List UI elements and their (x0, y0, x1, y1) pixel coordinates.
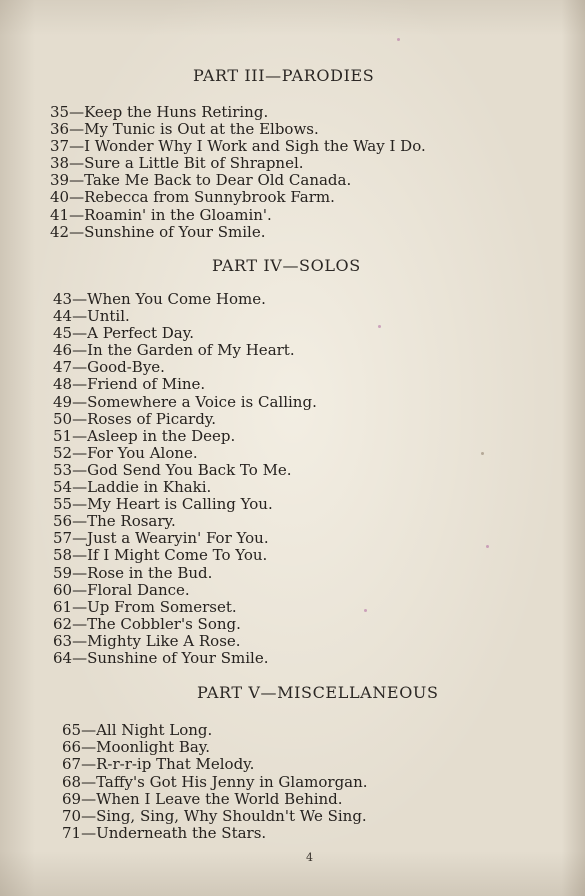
list-item: 48—Friend of Mine. (53, 375, 206, 394)
list-item: 62—The Cobbler's Song. (53, 614, 241, 633)
list-item: 37—I Wonder Why I Work and Sigh the Way I Do. (50, 137, 426, 156)
list-item: 67—R-r-r-ip That Melody. (62, 755, 255, 774)
list-item: 45—A Perfect Day. (53, 324, 194, 343)
list-item: 52—For You Alone. (53, 443, 198, 462)
list-item: 42—Sunshine of Your Smile. (50, 222, 266, 241)
part-4-heading: PART IV—SOLOS (212, 256, 361, 275)
list-item: 60—Floral Dance. (53, 580, 190, 599)
list-item: 59—Rose in the Bud. (53, 563, 213, 582)
part-5-song-list (62, 722, 368, 842)
paper-speck (364, 609, 367, 612)
list-item: 50—Roses of Picardy. (53, 409, 217, 428)
list-item: 57—Just a Wearyin' For You. (53, 529, 269, 548)
list-item: 44—Until. (53, 307, 130, 326)
paper-speck (378, 325, 381, 328)
list-item: 69—When I Leave the World Behind. (62, 789, 343, 808)
part-3-song-list (50, 104, 426, 241)
paper-speck (397, 38, 400, 41)
paper-speck (481, 452, 484, 455)
part-3-heading: PART III—PARODIES (193, 66, 375, 85)
list-item: 63—Mighty Like A Rose. (53, 631, 241, 650)
list-item: 65—All Night Long. (62, 721, 213, 739)
paper-speck (486, 545, 489, 548)
part-4-song-list (53, 291, 317, 667)
list-item: 49—Somewhere a Voice is Calling. (53, 392, 317, 411)
list-item: 36—My Tunic is Out at the Elbows. (50, 120, 319, 139)
list-item: 61—Up From Somerset. (53, 597, 237, 616)
list-item: 54—Laddie in Khaki. (53, 478, 212, 497)
list-item: 46—In the Garden of My Heart. (53, 341, 295, 360)
list-item: 55—My Heart is Calling You. (53, 495, 273, 514)
list-item: 39—Take Me Back to Dear Old Canada. (50, 171, 352, 190)
part-5-heading: PART V—MISCELLANEOUS (197, 683, 439, 702)
list-item: 56—The Rosary. (53, 512, 176, 531)
list-item: 66—Moonlight Bay. (62, 738, 211, 757)
list-item: 68—Taffy's Got His Jenny in Glamorgan. (62, 772, 368, 791)
list-item: 71—Underneath the Stars. (62, 824, 267, 843)
list-item: 47—Good-Bye. (53, 358, 165, 377)
list-item: 40—Rebecca from Sunnybrook Farm. (50, 188, 335, 207)
list-item: 41—Roamin' in the Gloamin'. (50, 205, 272, 224)
list-item: 58—If I Might Come To You. (53, 546, 268, 565)
page-number: 4 (306, 851, 313, 864)
list-item: 64—Sunshine of Your Smile. (53, 648, 269, 667)
list-item: 53—God Send You Back To Me. (53, 460, 292, 479)
list-item: 70—Sing, Sing, Why Shouldn't We Sing. (62, 807, 367, 826)
list-item: 38—Sure a Little Bit of Shrapnel. (50, 154, 304, 173)
list-item: 51—Asleep in the Deep. (53, 426, 236, 445)
list-item: 35—Keep the Huns Retiring. (50, 103, 269, 121)
list-item: 43—When You Come Home. (53, 290, 266, 308)
